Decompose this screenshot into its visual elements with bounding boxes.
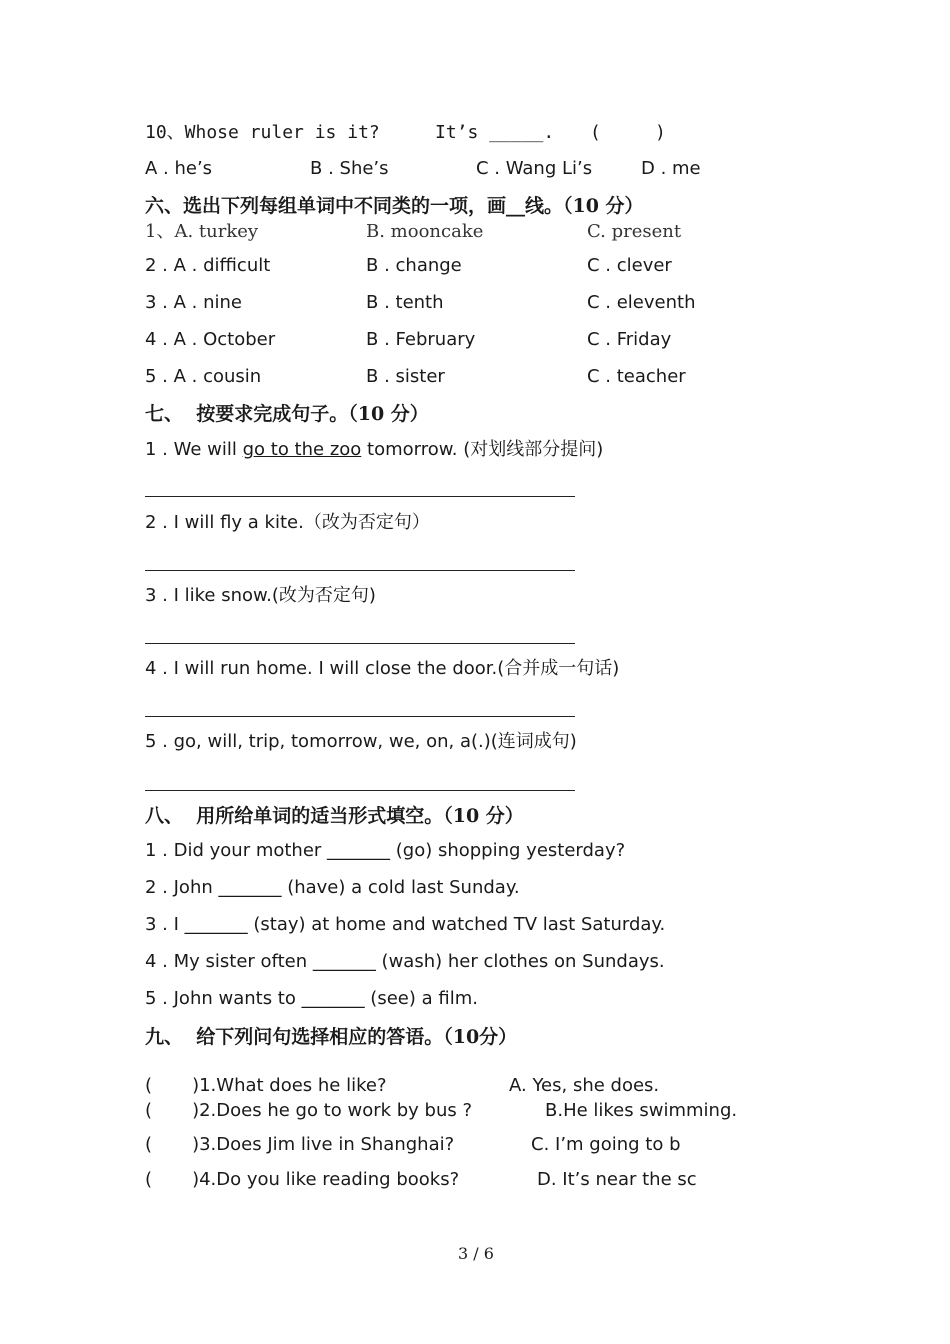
s7-q3: 3 . I like snow.(改为否定句) (145, 585, 376, 606)
page-number: 3 / 6 (458, 1244, 494, 1263)
s9-question-2: ( )2.Does he go to work by bus ? (145, 1100, 473, 1121)
s6-r1-a: 1、A. turkey (145, 221, 259, 242)
s9-question-4: ( )4.Do you like reading books? (145, 1169, 460, 1190)
q10-option-d: D . me (641, 158, 701, 179)
s6-r4-a: 4 . A . October (145, 329, 276, 350)
q10-option-b: B . She’s (310, 158, 389, 179)
s7-q1 (145, 439, 603, 461)
s7-q5: 5 . go, will, trip, tomorrow, we, on, a(.)(连词成句) (145, 731, 577, 752)
section7-title: 七、 按要求完成句子。（10 分） (145, 403, 429, 425)
s7-q1-underlined: go to the zoo (242, 439, 362, 460)
s6-r5-c: C . teacher (587, 366, 686, 387)
answer-line-5[interactable] (145, 790, 575, 791)
answer-line-2[interactable] (145, 570, 575, 571)
s9-question-1: ( )1.What does he like? (145, 1075, 387, 1096)
q10-question: 10、Whose ruler is it? (145, 122, 380, 143)
s8-item-2: 2 . John _______ (have) a cold last Sunday. (145, 877, 520, 898)
s9-answer-a: A. Yes, she does. (509, 1075, 660, 1096)
answer-line-4[interactable] (145, 716, 575, 717)
section9-title: 九、 给下列问句选择相应的答语。（10分） (145, 1026, 518, 1048)
s6-r1-c: C. present (587, 221, 682, 242)
s6-r2-a: 2 . A . difficult (145, 255, 271, 276)
s8-item-5: 5 . John wants to _______ (see) a film. (145, 988, 478, 1009)
answer-line-3[interactable] (145, 643, 575, 644)
s7-q1-suffix: tomorrow. (对划线部分提问) (361, 439, 604, 460)
answer-line-1[interactable] (145, 496, 575, 497)
q10-paren: ( ) (590, 122, 666, 143)
s9-answer-c: C. I’m going to b (531, 1134, 681, 1155)
s8-item-1: 1 . Did your mother _______ (go) shopping yesterday? (145, 840, 626, 861)
s6-r4-b: B . February (366, 329, 476, 350)
s7-q4: 4 . I will run home. I will close the door.(合并成一句话) (145, 658, 620, 679)
q10-answer-stem: It’s _____. (435, 122, 555, 143)
s6-r4-c: C . Friday (587, 329, 672, 350)
section8-title: 八、 用所给单词的适当形式填空。（10 分） (145, 805, 524, 827)
q10-option-c: C . Wang Li’s (476, 158, 593, 179)
s6-r3-a: 3 . A . nine (145, 292, 242, 313)
s6-r5-b: B . sister (366, 366, 445, 387)
s6-r3-b: B . tenth (366, 292, 444, 313)
s9-answer-b: B.He likes swimming. (545, 1100, 738, 1121)
s6-r1-b: B. mooncake (366, 221, 484, 242)
s7-q1-prefix: 1 . We will (145, 439, 243, 460)
s8-item-4: 4 . My sister often _______ (wash) her clothes on Sundays. (145, 951, 665, 972)
s6-r5-a: 5 . A . cousin (145, 366, 262, 387)
s8-item-3: 3 . I _______ (stay) at home and watched TV last Saturday. (145, 914, 666, 935)
s7-q2: 2 . I will fly a kite.（改为否定句） (145, 512, 430, 533)
s9-question-3: ( )3.Does Jim live in Shanghai? (145, 1134, 455, 1155)
q10-option-a: A . he’s (145, 158, 213, 179)
s9-answer-d: D. It’s near the sc (537, 1169, 697, 1190)
s6-r2-b: B . change (366, 255, 462, 276)
section6-title: 六、选出下列每组单词中不同类的一项，画__线。（10 分） (145, 195, 644, 217)
s6-r3-c: C . eleventh (587, 292, 696, 313)
s6-r2-c: C . clever (587, 255, 672, 276)
